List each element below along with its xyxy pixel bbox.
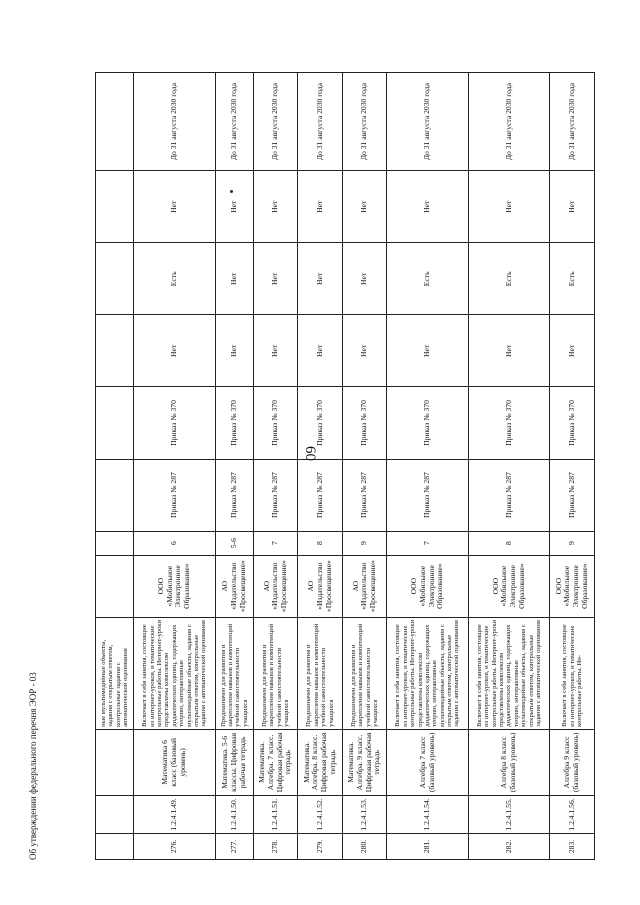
cell-c2: Нет	[298, 243, 343, 315]
cell-name: Алгебра 7 класс (базовый уровень)	[387, 729, 469, 795]
cell-grade: 9	[550, 531, 595, 555]
cell-desc: Предназначен для развития и закрепления навыков и компетенций учебной самостоятельности учащихся	[253, 617, 298, 729]
page-number: 60	[302, 446, 318, 461]
cell-desc: Предназначен для развития и закрепления навыков и компетенций учебной самостоятельности учащихся	[298, 617, 343, 729]
cell-desc: Включает в себя занятия, состоящие из интернет-уроков, и тематические контрольные работы. Ин-	[550, 617, 595, 729]
cell-c2: Есть	[550, 243, 595, 315]
table-row	[298, 73, 343, 860]
cell-publisher: АО «Издательство «Просвещение»	[298, 555, 343, 617]
cell-desc: Предназначен для развития и закрепления навыков и компетенций учебной самостоятельности учащихся	[215, 617, 253, 729]
cell-num: 276.	[134, 833, 216, 859]
cell-desc: Включает в себя занятия, состоящие из интернет-уроков, и тематические контрольные работы. Интернет-уроки представлены комплексом дидактических единиц, содержащих теорию, интерактивные мультимедийные объекты, задания с открытым ответом, контрольные задания с автоматической оценивания	[468, 617, 550, 729]
cell-deadline: До 31 августа 2030 года	[298, 73, 343, 171]
cell-publisher: ООО «Мобильное Электронное Образование»	[468, 555, 550, 617]
cell-deadline	[96, 73, 134, 171]
table-row	[134, 73, 216, 860]
cell-deadline: До 31 августа 2030 года	[550, 73, 595, 171]
cell-c1: Нет	[298, 315, 343, 387]
cell-num: 277.	[215, 833, 253, 859]
table-row	[215, 73, 253, 860]
cell-order1: Приказ № 287	[134, 459, 216, 531]
cell-c3: Нет	[550, 171, 595, 243]
cell-name: Алгебра 8 класс (базовый уровень)	[468, 729, 550, 795]
cell-c1: Нет	[134, 315, 216, 387]
cell-desc: ные мультимедийные объекты, задания с открытым ответом, контрольные задания с автоматической оценивания	[96, 617, 134, 729]
cell-c1: Нет	[387, 315, 469, 387]
cell-grade	[96, 531, 134, 555]
cell-grade: 7	[387, 531, 469, 555]
cell-order2: Приказ № 370	[134, 387, 216, 459]
cell-publisher: ООО «Мобильное Электронное Образование»	[550, 555, 595, 617]
cell-c1: Нет	[253, 315, 298, 387]
table-container	[95, 72, 595, 860]
eor-table	[95, 72, 595, 860]
cell-desc: Включает в себя занятия, состоящие из интернет-уроков, и тематические контрольные работы. Интернет-уроки представлены комплексом дидактических единиц, содержащих теорию, интерактивные мультимедийные объекты, задания с открытым ответом, контрольные задания с автоматической оценивания	[387, 617, 469, 729]
cell-code: 1.2.4.1.51.	[253, 795, 298, 833]
cell-order1: Приказ № 287	[342, 459, 387, 531]
cell-deadline: До 31 августа 2030 года	[342, 73, 387, 171]
cell-order1: Приказ № 287	[215, 459, 253, 531]
cell-order1	[96, 459, 134, 531]
table-row	[96, 73, 134, 860]
cell-name: Математика. Алгебра. 8 класс. Цифровая рабочая тетрадь	[298, 729, 343, 795]
cell-c2	[96, 243, 134, 315]
table-row	[387, 73, 469, 860]
cell-c1: Нет	[468, 315, 550, 387]
cell-order2: Приказ № 370	[468, 387, 550, 459]
cell-name: Математика 6 класс (базовый уровень)	[134, 729, 216, 795]
cell-c2: Есть	[387, 243, 469, 315]
cell-num: 283.	[550, 833, 595, 859]
cell-deadline: До 31 августа 2030 года	[134, 73, 216, 171]
cell-c3: Нет	[298, 171, 343, 243]
cell-grade: 9	[342, 531, 387, 555]
cell-order2: Приказ № 370	[298, 387, 343, 459]
cell-deadline: До 31 августа 2030 года	[215, 73, 253, 171]
footer-container	[28, 80, 48, 860]
cell-order1: Приказ № 287	[253, 459, 298, 531]
cell-c3: Нет	[134, 171, 216, 243]
cell-c1: Нет	[342, 315, 387, 387]
cell-name: Математика. Алгебра. 9 класс. Цифровая рабочая тетрадь	[342, 729, 387, 795]
cell-publisher: ООО «Мобильное Электронное Образование»	[387, 555, 469, 617]
cell-publisher: ООО «Мобильное Электронное Образование»	[134, 555, 216, 617]
cell-code: 1.2.4.1.52.	[298, 795, 343, 833]
cell-num: 280.	[342, 833, 387, 859]
cell-code: 1.2.4.1.56.	[550, 795, 595, 833]
cell-order1: Приказ № 287	[550, 459, 595, 531]
cell-grade: 7	[253, 531, 298, 555]
cell-num	[96, 833, 134, 859]
cell-code: 1.2.4.1.49.	[134, 795, 216, 833]
cell-order2: Приказ № 370	[550, 387, 595, 459]
cell-num: 278.	[253, 833, 298, 859]
cell-publisher	[96, 555, 134, 617]
cell-c2: Нет	[253, 243, 298, 315]
cell-name	[96, 729, 134, 795]
cell-order1: Приказ № 287	[387, 459, 469, 531]
table-body	[96, 73, 595, 860]
cell-deadline: До 31 августа 2030 года	[387, 73, 469, 171]
cell-deadline: До 31 августа 2030 года	[468, 73, 550, 171]
cell-c3: Нет	[215, 171, 253, 243]
cell-c3	[96, 171, 134, 243]
cell-publisher: АО «Издательство «Просвещение»	[342, 555, 387, 617]
cell-grade: 5-6	[215, 531, 253, 555]
table-row	[468, 73, 550, 860]
cell-c3: Нет	[253, 171, 298, 243]
cell-order2	[96, 387, 134, 459]
cell-desc: Предназначен для развития и закрепления навыков и компетенций учебной самостоятельности учащихся	[342, 617, 387, 729]
cell-c1: Нет	[215, 315, 253, 387]
cell-code: 1.2.4.1.55.	[468, 795, 550, 833]
cell-order2: Приказ № 370	[342, 387, 387, 459]
cell-desc: Включает в себя занятия, состоящие из интернет-уроков, и тематические контрольные работы. Интернет-уроки представлены комплексом дидактических единиц, содержащих теорию, интерактивные мультимедийные объекты, задания с открытым ответом, контрольные задания с автоматической оценивания	[134, 617, 216, 729]
cell-order2: Приказ № 370	[387, 387, 469, 459]
cell-code: 1.2.4.1.54.	[387, 795, 469, 833]
cell-num: 281.	[387, 833, 469, 859]
rotated-table-frame	[95, 72, 595, 860]
cell-name: Математика. Алгебра. 7 класс. Цифровая рабочая тетрадь	[253, 729, 298, 795]
cell-c1	[96, 315, 134, 387]
table-row	[253, 73, 298, 860]
cell-name: Алгебра 9 класс (базовый уровень)	[550, 729, 595, 795]
cell-name: Математика. 5-6 классы. Цифровая рабочая тетрадь	[215, 729, 253, 795]
cell-c3: Нет	[342, 171, 387, 243]
cell-c3: Нет	[468, 171, 550, 243]
cell-c2: Есть	[468, 243, 550, 315]
cell-grade: 6	[134, 531, 216, 555]
cell-order1: Приказ № 287	[468, 459, 550, 531]
cell-num: 282.	[468, 833, 550, 859]
cell-order2: Приказ № 370	[215, 387, 253, 459]
cell-code	[96, 795, 134, 833]
cell-code: 1.2.4.1.50.	[215, 795, 253, 833]
cell-grade: 8	[468, 531, 550, 555]
cell-deadline: До 31 августа 2030 года	[253, 73, 298, 171]
cell-publisher: АО «Издательство «Просвещение»	[215, 555, 253, 617]
table-row	[550, 73, 595, 860]
cell-num: 279.	[298, 833, 343, 859]
table-row	[342, 73, 387, 860]
cell-order1: Приказ № 287	[298, 459, 343, 531]
cell-c1: Нет	[550, 315, 595, 387]
cell-publisher: АО «Издательство «Просвещение»	[253, 555, 298, 617]
cell-c2: Есть	[134, 243, 216, 315]
cell-order2: Приказ № 370	[253, 387, 298, 459]
cell-c3: Нет	[387, 171, 469, 243]
cell-c2: Нет	[215, 243, 253, 315]
cell-c2: Нет	[342, 243, 387, 315]
cell-code: 1.2.4.1.53.	[342, 795, 387, 833]
footer-text: Об утверждении федерального перечня ЭОР - 03	[28, 672, 38, 860]
cell-grade: 8	[298, 531, 343, 555]
